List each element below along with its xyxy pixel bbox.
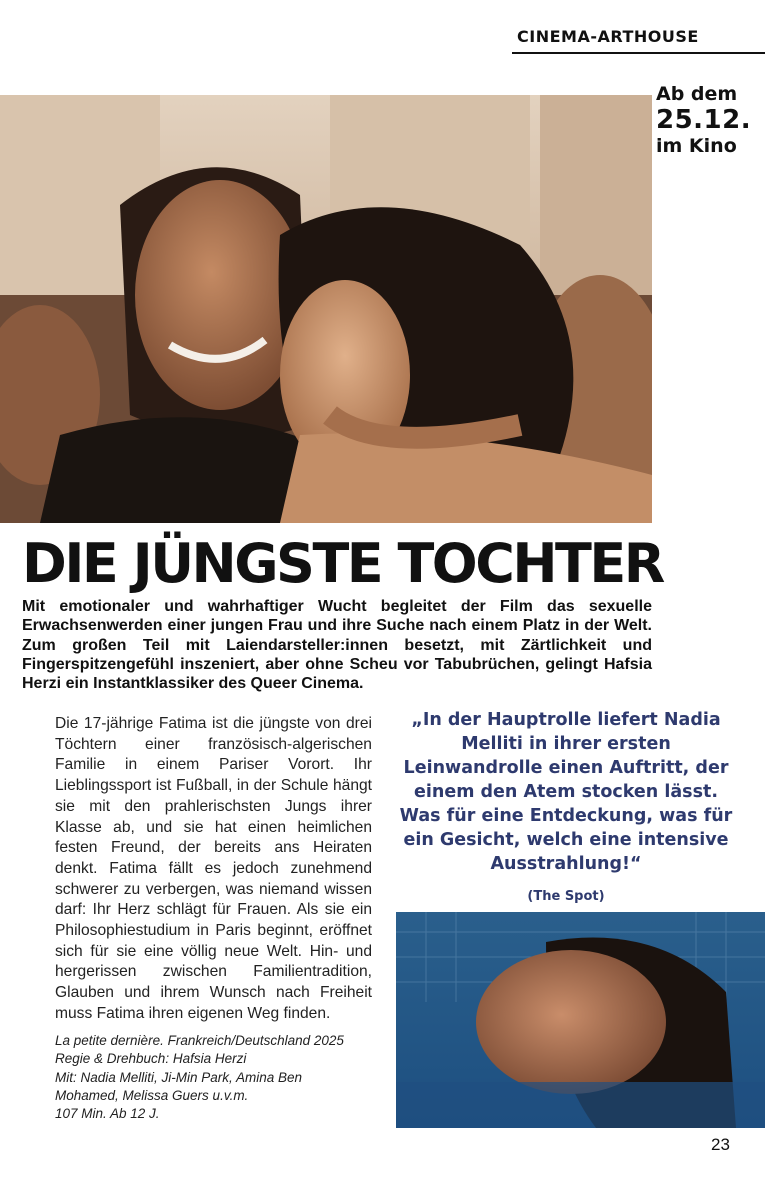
section-rule — [512, 52, 765, 54]
article-body: Die 17-jährige Fatima ist die jüngste von drei Töchtern einer französisch-algerischen Familie in einem Pariser Vorort. Ihr Lieblingssport ist Fußball, in der Schule hängt sie mit den prahlerischsten Jungs ihrer Klasse ab, und sie hat einen heimlichen festen Freund, der bereits ans Heiraten denkt. Fatima fällt es jedoch zunehmend schwerer zu verbergen, was niemand wissen darf: Ihr Herz schlägt für Frauen. Als sie ein Philosophiestudium in Paris beginnt, eröffnet sich für sie eine völlig neue Welt. Hin- und hergerissen zwischen Familientradition, Glauben und ihrem Wunsch nach Freiheit muss Fatima ihren eigenen Weg finden. — [55, 715, 372, 1022]
credit-line: Regie & Drehbuch: Hafsia Herzi — [55, 1051, 247, 1067]
pull-quote: „In der Hauptrolle liefert Nadia Melliti in ihrer ersten Leinwandrolle einen Auftritt, der einem den Atem stocken lässt. Was für eine Entdeckung, was für ein Gesicht, welch eine intensive Ausstrahlung!“ — [399, 710, 733, 874]
credit-line: Mohamed, Melissa Guers u.v.m. — [55, 1087, 249, 1103]
quote-source: (The Spot) — [527, 889, 605, 904]
hero-photo — [0, 95, 652, 523]
section-label: CINEMA-ARTHOUSE — [517, 27, 699, 46]
release-line-1: Ab dem — [656, 83, 738, 105]
credit-line: La petite dernière. Frankreich/Deutschland 2025 — [55, 1033, 344, 1048]
article-title: DIE JÜNGSTE TOCHTER — [22, 532, 663, 595]
page-number: 23 — [711, 1135, 730, 1154]
article-lead: Mit emotionaler und wahrhaftiger Wucht begleitet der Film das sexuelle Erwachsenwerden einer jungen Frau und ihre Suche nach einem Platz in der Welt. Zum großen Teil mit Laiendarsteller:innen besetzt, mit Zärtlichkeit und Fingerspitzengefühl inszeniert, aber ohne Scheu vor Tabubrüchen, gelingt Hafsia Herzi ein Instantklassiker des Queer Cinema. — [22, 598, 652, 693]
credit-line: 107 Min. Ab 12 J. — [55, 1106, 160, 1122]
still-photo — [396, 912, 765, 1128]
film-credits — [55, 1032, 385, 1123]
credit-line: Mit: Nadia Melliti, Ji-Min Park, Amina Ben — [55, 1069, 303, 1085]
release-date: 25.12. — [656, 104, 752, 135]
release-date-box — [656, 84, 761, 158]
release-line-3: im Kino — [656, 134, 737, 157]
